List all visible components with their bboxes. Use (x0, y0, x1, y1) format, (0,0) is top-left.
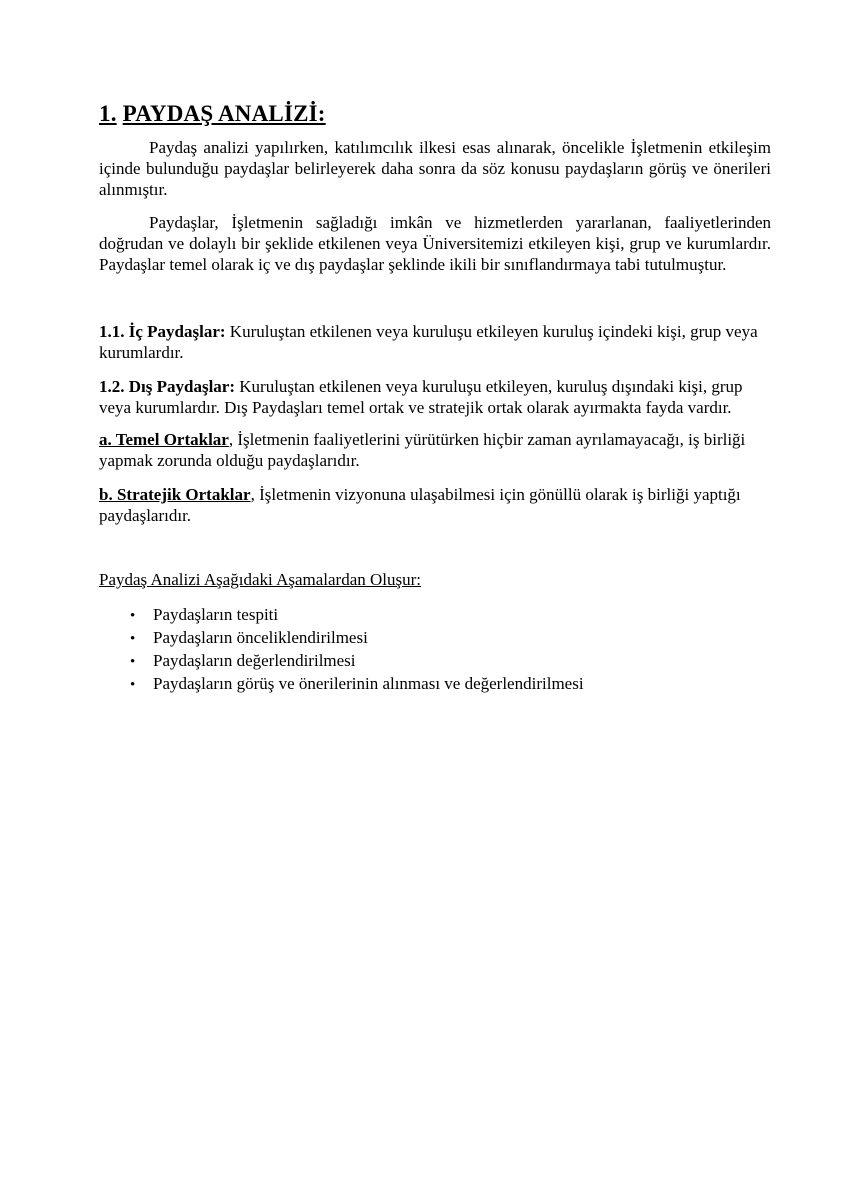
stages-list (99, 604, 771, 696)
partner-stratejik-ortaklar (99, 484, 771, 526)
subsection-ic-paydaslar (99, 321, 771, 363)
bullet-icon: • (130, 677, 136, 693)
list-item (130, 627, 771, 650)
subsection-text: Kuruluştan etkilenen veya kuruluşu etkileyen, kuruluş dışındaki kişi, grup veya kurumlardır. Dış Paydaşları temel ortak ve stratejik ortak olarak ayırmakta fayda vardır. (99, 377, 743, 417)
bullet-icon: • (130, 608, 136, 624)
subsection-label: 1.1. İç Paydaşlar: (99, 322, 226, 341)
list-item (130, 673, 771, 696)
partner-text: , İşletmenin vizyonuna ulaşabilmesi için gönüllü olarak iş birliği yaptığı paydaşlarıdır. (99, 485, 741, 525)
list-item-text: Paydaşların değerlendirilmesi (153, 651, 356, 670)
page-title-text: PAYDAŞ ANALİZİ: (122, 101, 326, 126)
intro-paragraph-2: Paydaşlar, İşletmenin sağladığı imkân ve hizmetlerden yararlanan, faaliyetlerinden doğrudan ve dolaylı bir şeklide etkilenen veya Üniversitemizi etkileyen kişi, grup ve kurumlardır. Paydaşlar temel olarak iç ve dış paydaşlar şeklinde ikili bir sınıflandırmaya tabi tutulmuştur. (99, 213, 771, 274)
page-title-number: 1. (99, 101, 117, 126)
partner-label: b. Stratejik Ortaklar (99, 485, 251, 504)
bullet-icon: • (130, 631, 136, 647)
subsection-dis-paydaslar (99, 376, 771, 418)
subsection-text: Kuruluştan etkilenen veya kuruluşu etkileyen kuruluş içindeki kişi, grup veya kurumlardır. (99, 322, 758, 362)
list-item-text: Paydaşların tespiti (153, 605, 279, 624)
subsection-label: 1.2. Dış Paydaşlar: (99, 377, 235, 396)
intro-paragraph-1: Paydaş analizi yapılırken, katılımcılık ilkesi esas alınarak, öncelikle İşletmenin etkileşim içinde bulunduğu paydaşlar belirleyerek daha sonra da söz konusu paydaşların görüş ve önerileri alınmıştır. (99, 138, 771, 199)
page-title (99, 100, 771, 127)
bullet-icon: • (130, 654, 136, 670)
partner-temel-ortaklar (99, 429, 771, 471)
list-item (130, 604, 771, 627)
list-item-text: Paydaşların görüş ve önerilerinin alınması ve değerlendirilmesi (153, 674, 584, 693)
list-item (130, 650, 771, 673)
stages-heading: Paydaş Analizi Aşağıdaki Aşamalardan Oluşur: (99, 570, 421, 589)
partner-label: a. Temel Ortaklar (99, 430, 229, 449)
partner-text: , İşletmenin faaliyetlerini yürütürken hiçbir zaman ayrılamayacağı, iş birliği yapmak zorunda olduğu paydaşlarıdır. (99, 430, 746, 470)
list-item-text: Paydaşların önceliklendirilmesi (153, 628, 368, 647)
